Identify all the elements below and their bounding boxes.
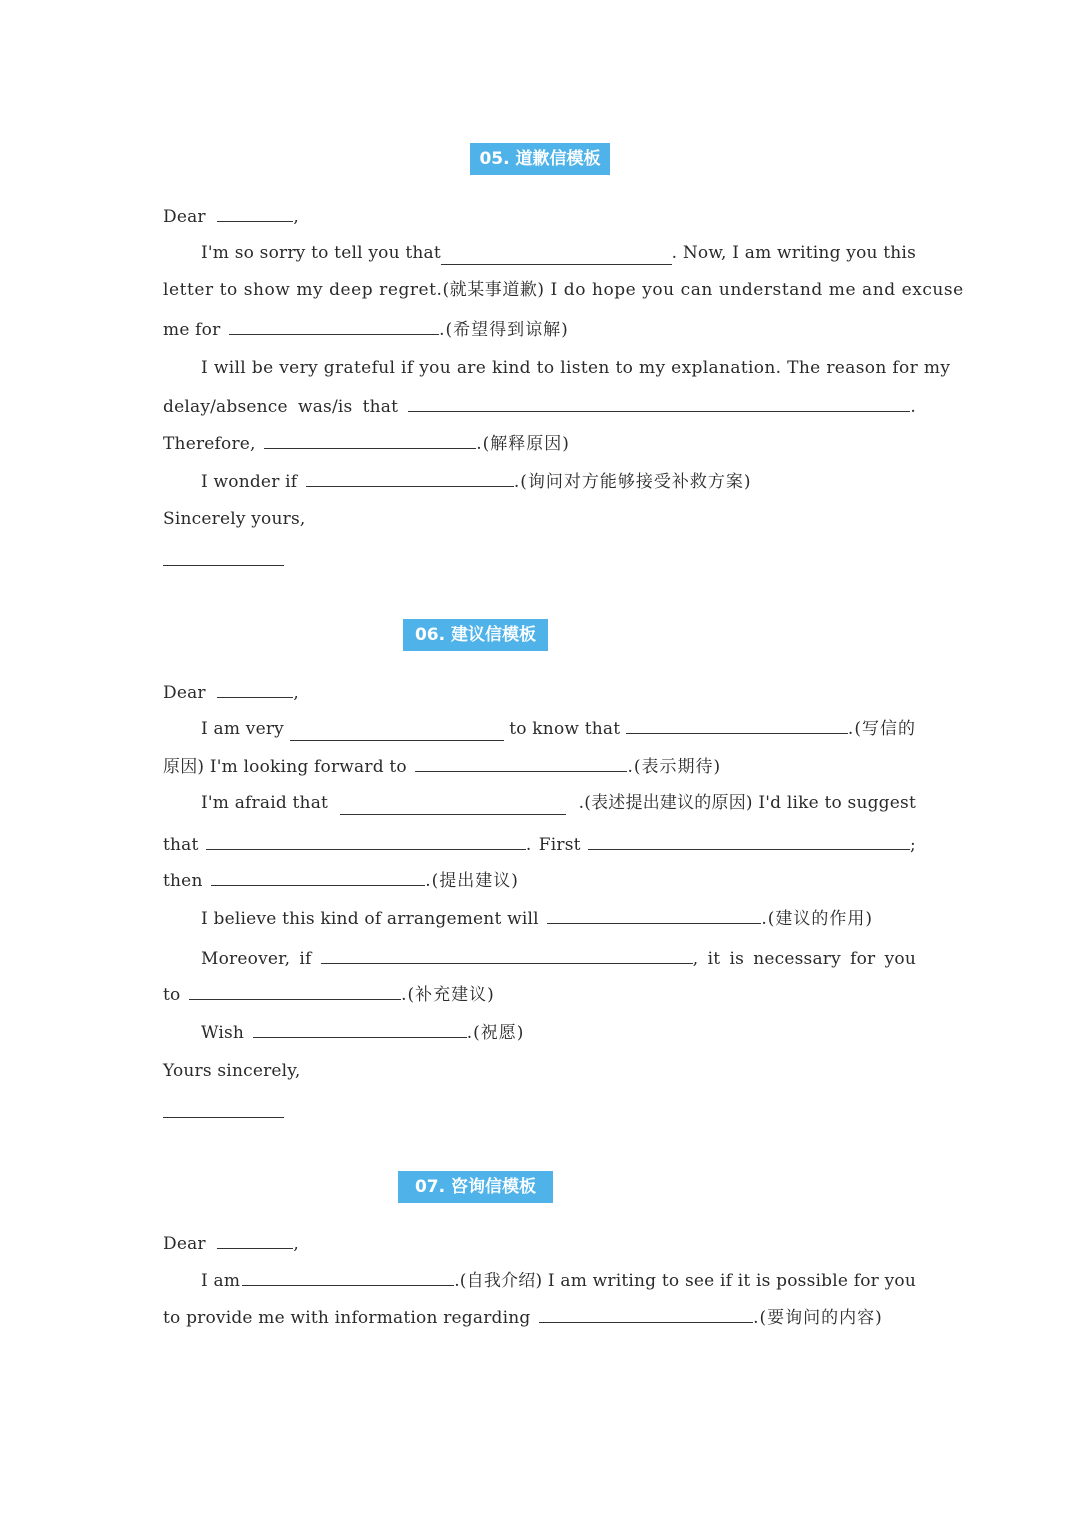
s05-salutation: Dear , <box>163 203 916 229</box>
s06-salutation: Dear , <box>163 679 916 705</box>
s06-line-5: then .(提出建议) <box>163 867 916 893</box>
blank-field[interactable] <box>340 796 566 815</box>
blank-field[interactable] <box>588 831 910 850</box>
blank-field[interactable] <box>189 981 401 1000</box>
blank-field[interactable] <box>290 722 504 741</box>
s06-line-2: 原因) I'm looking forward to .(表示期待) <box>163 753 916 779</box>
blank-field[interactable] <box>229 316 439 335</box>
s06-closing: Yours sincerely, <box>163 1061 301 1081</box>
s07-line-2: to provide me with information regarding .(要询问的内容) <box>163 1304 916 1330</box>
blank-field[interactable] <box>211 867 425 886</box>
blank-field[interactable] <box>253 1019 467 1038</box>
blank-field[interactable] <box>547 905 761 924</box>
blank-field[interactable] <box>242 1267 454 1286</box>
blank-field[interactable] <box>264 430 476 449</box>
blank-field[interactable] <box>408 393 910 412</box>
s05-closing: Sincerely yours, <box>163 509 306 529</box>
s06-line-6: I believe this kind of arrangement will .(建议的作用) <box>201 905 916 931</box>
blank-field[interactable] <box>441 246 672 265</box>
s05-line-2: letter to show my deep regret.(就某事道歉) I do hope you can understand me and excuse <box>163 280 964 300</box>
s05-line-5: delay/absence was/is that . <box>163 393 916 419</box>
s05-signature-line[interactable] <box>163 565 284 566</box>
section-06-header: 06. 建议信模板 <box>403 619 548 651</box>
s06-line-3: I'm afraid that .(表述提出建议的原因) I'd like to suggest <box>201 793 916 813</box>
s07-line-1: I am .(自我介绍) I am writing to see if it is possible for you <box>201 1267 916 1293</box>
s05-line-1: I'm so sorry to tell you that . Now, I am writing you this <box>201 243 916 263</box>
blank-field[interactable] <box>217 679 293 698</box>
s06-line-8: to .(补充建议) <box>163 981 916 1007</box>
blank-field[interactable] <box>306 468 514 487</box>
s06-signature-line[interactable] <box>163 1117 284 1118</box>
s05-line-3: me for .(希望得到谅解) <box>163 316 916 342</box>
blank-field[interactable] <box>626 715 848 734</box>
s05-line-7: I wonder if .(询问对方能够接受补救方案) <box>201 468 916 494</box>
s06-line-1: I am very to know that .(写信的 <box>201 715 916 741</box>
section-07-header: 07. 咨询信模板 <box>398 1171 553 1203</box>
s06-line-7: Moreover, if , it is necessary for you <box>201 945 916 971</box>
s06-line-9: Wish .(祝愿) <box>201 1019 916 1045</box>
blank-field[interactable] <box>539 1304 753 1323</box>
blank-field[interactable] <box>206 831 526 850</box>
s05-line-4: I will be very grateful if you are kind to listen to my explanation. The reason for my <box>201 358 951 378</box>
blank-field[interactable] <box>217 1230 293 1249</box>
s06-line-4: that . First ; <box>163 831 916 857</box>
s07-salutation: Dear , <box>163 1230 916 1256</box>
blank-field[interactable] <box>321 945 693 964</box>
blank-field[interactable] <box>415 753 627 772</box>
section-05-header: 05. 道歉信模板 <box>470 143 610 175</box>
blank-field[interactable] <box>217 203 293 222</box>
s05-line-6: Therefore, .(解释原因) <box>163 430 916 456</box>
